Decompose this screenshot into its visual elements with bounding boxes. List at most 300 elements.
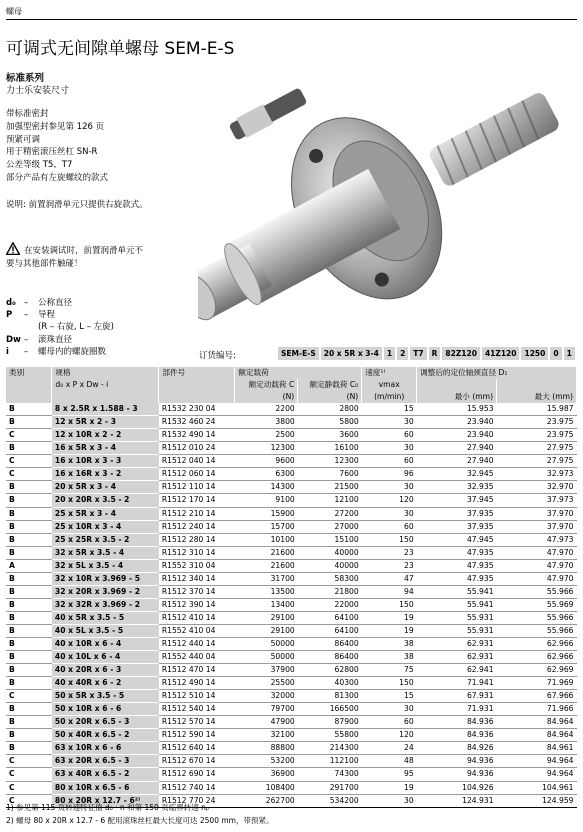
table-row: [6, 585, 577, 598]
table-cell: 47.935: [417, 572, 497, 585]
table-cell: 29100: [235, 611, 298, 624]
table-cell: B: [6, 611, 52, 624]
table-cell: 40000: [298, 546, 362, 559]
table-cell: R1512 770 24: [159, 794, 235, 807]
table-cell: 3800: [235, 416, 298, 429]
table-cell: 15100: [298, 533, 362, 546]
table-cell: 6300: [235, 468, 298, 481]
table-row: [6, 664, 577, 677]
legend-row: P – 导程: [6, 310, 56, 321]
table-cell: 19: [362, 624, 417, 637]
header-speed: 速度¹⁾: [362, 367, 417, 379]
header-part: 部件号: [159, 367, 235, 379]
table-cell: 37.970: [497, 520, 577, 533]
table-cell: 21800: [298, 585, 362, 598]
table-row: [6, 455, 577, 468]
table-cell: 62.931: [417, 651, 497, 664]
table-cell: 8 x 2.5R x 1.588 - 3: [52, 403, 159, 416]
table-cell: B: [6, 598, 52, 611]
table-cell: 30: [362, 442, 417, 455]
table-cell: B: [6, 624, 52, 637]
table-cell: 63 x 40R x 6.5 - 2: [52, 768, 159, 781]
table-cell: C: [6, 429, 52, 442]
table-cell: 40 x 40R x 6 - 2: [52, 677, 159, 690]
table-cell: C: [6, 455, 52, 468]
feature-item: 加强型密封参见第 126 页: [6, 121, 105, 132]
table-cell: 32 x 20R x 3.969 - 2: [52, 585, 159, 598]
table-cell: 37.973: [497, 494, 577, 507]
table-cell: R1512 540 14: [159, 703, 235, 716]
table-cell: B: [6, 520, 52, 533]
header-unit-speed: (m/min): [362, 391, 417, 403]
table-cell: 94.964: [497, 768, 577, 781]
table-cell: 67.966: [497, 690, 577, 703]
table-cell: 30: [362, 507, 417, 520]
table-cell: 62.966: [497, 651, 577, 664]
table-cell: B: [6, 585, 52, 598]
table-cell: 32000: [235, 690, 298, 703]
table-cell: 2800: [298, 403, 362, 416]
table-cell: R1532 460 24: [159, 416, 235, 429]
header-min: 最小 (mm): [417, 391, 497, 403]
table-cell: 32.970: [497, 481, 577, 494]
table-cell: 47900: [235, 716, 298, 729]
table-cell: 62.941: [417, 664, 497, 677]
table-cell: 534200: [298, 794, 362, 807]
table-cell: 21600: [235, 559, 298, 572]
page-title: 可调式无间隙单螺母 SEM-E-S: [6, 39, 235, 59]
table-cell: 53200: [235, 755, 298, 768]
table-cell: 40 x 20R x 6 - 3: [52, 664, 159, 677]
table-cell: 50 x 40R x 6.5 - 2: [52, 729, 159, 742]
table-cell: R1512 010 24: [159, 442, 235, 455]
legend-row: d₀ – 公称直径: [6, 298, 73, 308]
table-cell: 23.975: [497, 416, 577, 429]
table-cell: 55.969: [497, 598, 577, 611]
table-cell: 12100: [298, 494, 362, 507]
table-row: [6, 416, 577, 429]
table-cell: 94: [362, 585, 417, 598]
table-cell: R1512 570 14: [159, 716, 235, 729]
table-cell: R1512 470 14: [159, 664, 235, 677]
table-row: [6, 768, 577, 781]
table-row: [6, 494, 577, 507]
table-cell: B: [6, 716, 52, 729]
table-cell: 9600: [235, 455, 298, 468]
table-row: [6, 637, 577, 650]
table-cell: C: [6, 755, 52, 768]
legend-row: Dw – 滚珠直径: [6, 334, 73, 345]
table-cell: 120: [362, 494, 417, 507]
table-cell: 15.953: [417, 403, 497, 416]
table-cell: 55.966: [497, 624, 577, 637]
table-cell: 23.940: [417, 416, 497, 429]
table-cell: 47.970: [497, 546, 577, 559]
table-cell: 71.966: [497, 703, 577, 716]
table-cell: 19: [362, 611, 417, 624]
table-cell: B: [6, 507, 52, 520]
table-cell: 60: [362, 429, 417, 442]
table-row: [6, 481, 577, 494]
table-cell: 55.931: [417, 611, 497, 624]
table-cell: 94.936: [417, 768, 497, 781]
table-cell: 95: [362, 768, 417, 781]
table-cell: 20 x 20R x 3.5 - 2: [52, 494, 159, 507]
table-cell: 50 x 10R x 6 - 6: [52, 703, 159, 716]
table-cell: 23.940: [417, 429, 497, 442]
table-cell: B: [6, 494, 52, 507]
order-code-strip: [278, 347, 575, 360]
table-cell: 15900: [235, 507, 298, 520]
table-cell: R1512 280 14: [159, 533, 235, 546]
table-cell: 32.935: [417, 481, 497, 494]
order-code: 1: [384, 347, 395, 360]
table-cell: R1532 490 14: [159, 429, 235, 442]
table-cell: R1512 690 14: [159, 768, 235, 781]
table-cell: 32.945: [417, 468, 497, 481]
table-cell: 79700: [235, 703, 298, 716]
order-code: 20 x 5R x 3-4: [321, 347, 382, 360]
table-cell: R1532 230 04: [159, 403, 235, 416]
table-cell: 112100: [298, 755, 362, 768]
table-cell: B: [6, 546, 52, 559]
table-cell: C: [6, 781, 52, 794]
table-cell: 64100: [298, 611, 362, 624]
table-cell: 7600: [298, 468, 362, 481]
table-cell: 37900: [235, 664, 298, 677]
table-cell: B: [6, 729, 52, 742]
table-cell: C: [6, 768, 52, 781]
header-size-formula: d₀ x P x Dw - i: [52, 379, 159, 391]
feature-item: 公差等级 T5、T7: [6, 160, 73, 171]
table-cell: 50000: [235, 637, 298, 650]
table-cell: R1512 210 14: [159, 507, 235, 520]
table-cell: 23: [362, 559, 417, 572]
table-cell: 47.935: [417, 546, 497, 559]
top-rule: [6, 19, 577, 20]
table-cell: 15: [362, 403, 417, 416]
table-cell: 71.931: [417, 703, 497, 716]
table-cell: 27200: [298, 507, 362, 520]
table-cell: 86400: [298, 651, 362, 664]
table-cell: 124.931: [417, 794, 497, 807]
table-cell: B: [6, 637, 52, 650]
table-cell: R1552 440 04: [159, 651, 235, 664]
table-cell: 12300: [298, 455, 362, 468]
table-cell: 40300: [298, 677, 362, 690]
table-cell: 40 x 10L x 6 - 4: [52, 651, 159, 664]
header-tolerance: 调整后的定位轴颈直径 D₁: [417, 367, 577, 379]
table-cell: 2500: [235, 429, 298, 442]
table-cell: 47.935: [417, 559, 497, 572]
table-row: [6, 520, 577, 533]
table-cell: R1512 390 14: [159, 598, 235, 611]
table-row: [6, 716, 577, 729]
series-subtitle: 标准系列: [6, 73, 45, 84]
table-cell: 30: [362, 481, 417, 494]
table-cell: 23.975: [497, 429, 577, 442]
table-cell: 30: [362, 703, 417, 716]
warning-icon: [6, 242, 20, 255]
table-row: [6, 403, 577, 416]
table-cell: C: [6, 468, 52, 481]
table-cell: 13500: [235, 585, 298, 598]
table-row: [6, 468, 577, 481]
table-cell: 81300: [298, 690, 362, 703]
table-cell: B: [6, 742, 52, 755]
table-cell: R1512 440 14: [159, 637, 235, 650]
table-row: [6, 677, 577, 690]
table-cell: 74300: [298, 768, 362, 781]
table-cell: R1512 590 14: [159, 729, 235, 742]
note-text: 说明: 前置润滑单元只提供右旋款式。: [6, 200, 148, 210]
table-cell: 27000: [298, 520, 362, 533]
table-cell: B: [6, 481, 52, 494]
table-cell: 86400: [298, 637, 362, 650]
table-cell: 262700: [235, 794, 298, 807]
table-cell: 60: [362, 455, 417, 468]
table-cell: 24: [362, 742, 417, 755]
table-cell: 2200: [235, 403, 298, 416]
table-cell: 40 x 5L x 3.5 - 5: [52, 624, 159, 637]
table-cell: 9100: [235, 494, 298, 507]
table-cell: 32 x 5R x 3.5 - 4: [52, 546, 159, 559]
table-cell: 23: [362, 546, 417, 559]
table-row: [6, 572, 577, 585]
section-label: 螺母: [6, 7, 22, 16]
table-cell: R1552 310 04: [159, 559, 235, 572]
table-cell: 13400: [235, 598, 298, 611]
table-cell: 55.931: [417, 624, 497, 637]
table-cell: 30: [362, 416, 417, 429]
table-cell: R1512 110 14: [159, 481, 235, 494]
feature-item: 预紧可调: [6, 134, 41, 145]
table-cell: 47.970: [497, 559, 577, 572]
table-cell: 20 x 5R x 3 - 4: [52, 481, 159, 494]
table-cell: B: [6, 664, 52, 677]
table-cell: 27.940: [417, 455, 497, 468]
table-row: [6, 729, 577, 742]
table-cell: B: [6, 572, 52, 585]
table-cell: 37.945: [417, 494, 497, 507]
header-unit-n: (N): [298, 391, 362, 403]
table-cell: 40 x 5R x 3.5 - 5: [52, 611, 159, 624]
table-cell: 87900: [298, 716, 362, 729]
order-code: R: [429, 347, 441, 360]
table-cell: 104.961: [497, 781, 577, 794]
table-cell: B: [6, 442, 52, 455]
table-row: [6, 429, 577, 442]
order-code: SEM-E-S: [278, 347, 319, 360]
table-cell: 75: [362, 664, 417, 677]
table-cell: 62800: [298, 664, 362, 677]
order-code: 41Z120: [482, 347, 520, 360]
table-cell: 32 x 5L x 3.5 - 4: [52, 559, 159, 572]
table-cell: 84.961: [497, 742, 577, 755]
table-cell: 31700: [235, 572, 298, 585]
table-cell: 108400: [235, 781, 298, 794]
table-cell: R1512 490 14: [159, 677, 235, 690]
header-load: 额定载荷: [235, 367, 362, 379]
table-row: [6, 507, 577, 520]
table-cell: B: [6, 533, 52, 546]
table-row: [6, 533, 577, 546]
table-cell: 150: [362, 677, 417, 690]
table-cell: 15700: [235, 520, 298, 533]
table-cell: 47.973: [497, 533, 577, 546]
table-cell: 25 x 5R x 3 - 4: [52, 507, 159, 520]
table-cell: 12300: [235, 442, 298, 455]
table-cell: R1512 740 14: [159, 781, 235, 794]
footnote-2: 2) 螺母 80 x 20R x 12.7 - 6 配用滚珠丝杠最大长度可达 2500 mm，带预紧。: [6, 816, 274, 825]
table-cell: B: [6, 703, 52, 716]
table-cell: 5800: [298, 416, 362, 429]
table-cell: 62.966: [497, 637, 577, 650]
spec-table-body: [6, 403, 577, 807]
warning-line-2: 要与其他部件触碰！: [6, 259, 83, 269]
header-max: 最大 (mm): [497, 391, 577, 403]
table-cell: 60: [362, 716, 417, 729]
table-cell: R1512 310 14: [159, 546, 235, 559]
table-cell: 38: [362, 637, 417, 650]
table-cell: 12 x 5R x 2 - 3: [52, 416, 159, 429]
table-cell: 22000: [298, 598, 362, 611]
table-cell: 150: [362, 533, 417, 546]
header-dynamic-load: 额定动载荷 C: [235, 379, 298, 391]
table-row: [6, 624, 577, 637]
table-cell: 84.964: [497, 729, 577, 742]
table-cell: 94.936: [417, 755, 497, 768]
table-cell: R1512 370 14: [159, 585, 235, 598]
table-cell: B: [6, 403, 52, 416]
table-cell: 40000: [298, 559, 362, 572]
table-cell: 55.966: [497, 611, 577, 624]
feature-item: 部分产品有左旋螺纹的款式: [6, 172, 109, 183]
table-row: [6, 651, 577, 664]
table-cell: R1512 410 14: [159, 611, 235, 624]
table-cell: 124.959: [497, 794, 577, 807]
table-cell: R1512 640 14: [159, 742, 235, 755]
feature-item: 带标准密封: [6, 109, 49, 119]
table-cell: 104.926: [417, 781, 497, 794]
header-unit-n: (N): [235, 391, 298, 403]
table-cell: 21600: [235, 546, 298, 559]
order-code: 1250: [521, 347, 548, 360]
order-code: 0: [550, 347, 561, 360]
table-cell: 25500: [235, 677, 298, 690]
table-cell: 32100: [235, 729, 298, 742]
table-cell: 37.970: [497, 507, 577, 520]
table-cell: 50 x 5R x 3.5 - 5: [52, 690, 159, 703]
table-cell: 64100: [298, 624, 362, 637]
table-row: [6, 442, 577, 455]
table-row: [6, 690, 577, 703]
table-cell: 25 x 10R x 3 - 4: [52, 520, 159, 533]
table-cell: 55.941: [417, 598, 497, 611]
warning-line-1: 在安装调试时，前置润滑单元不: [24, 246, 144, 256]
table-cell: 16100: [298, 442, 362, 455]
table-cell: A: [6, 559, 52, 572]
table-cell: 12 x 10R x 2 - 2: [52, 429, 159, 442]
header-vmax: vmax: [362, 379, 417, 391]
order-code: 82Z120: [442, 347, 480, 360]
table-cell: 63 x 10R x 6 - 6: [52, 742, 159, 755]
table-cell: 32.973: [497, 468, 577, 481]
table-cell: R1512 170 14: [159, 494, 235, 507]
table-cell: 3600: [298, 429, 362, 442]
table-cell: 84.926: [417, 742, 497, 755]
order-code: T7: [410, 347, 426, 360]
table-cell: 63 x 20R x 6.5 - 3: [52, 755, 159, 768]
table-cell: 96: [362, 468, 417, 481]
table-cell: 15: [362, 690, 417, 703]
table-cell: 55800: [298, 729, 362, 742]
table-cell: 16 x 5R x 3 - 4: [52, 442, 159, 455]
table-cell: 291700: [298, 781, 362, 794]
table-cell: R1512 510 14: [159, 690, 235, 703]
table-row: [6, 546, 577, 559]
table-cell: R1512 060 14: [159, 468, 235, 481]
table-cell: 84.964: [497, 716, 577, 729]
table-cell: 21500: [298, 481, 362, 494]
table-cell: 214300: [298, 742, 362, 755]
header-static-load: 额定静载荷 C₀: [298, 379, 362, 391]
table-row: [6, 755, 577, 768]
table-row: [6, 598, 577, 611]
table-cell: 62.931: [417, 637, 497, 650]
table-cell: 150: [362, 598, 417, 611]
table-cell: 47: [362, 572, 417, 585]
table-cell: 166500: [298, 703, 362, 716]
table-cell: R1512 670 14: [159, 755, 235, 768]
table-cell: 19: [362, 781, 417, 794]
table-cell: 10100: [235, 533, 298, 546]
table-cell: R1512 240 14: [159, 520, 235, 533]
order-number-label: 订货编号:: [199, 351, 236, 361]
header-type: 类别: [6, 367, 52, 379]
feature-list: [6, 108, 108, 185]
ball-screw-nut-photo: [198, 66, 577, 346]
table-cell: 62.969: [497, 664, 577, 677]
table-cell: 88800: [235, 742, 298, 755]
symbol-legend: [6, 297, 114, 358]
table-cell: 27.975: [497, 455, 577, 468]
table-cell: 50 x 20R x 6.5 - 3: [52, 716, 159, 729]
table-cell: 55.966: [497, 585, 577, 598]
legend-row: i – 螺母内的螺旋圈数: [6, 346, 107, 357]
table-cell: C: [6, 794, 52, 807]
table-cell: 14300: [235, 481, 298, 494]
order-code: 2: [397, 347, 408, 360]
table-cell: R1512 340 14: [159, 572, 235, 585]
table-cell: 58300: [298, 572, 362, 585]
table-cell: 27.940: [417, 442, 497, 455]
table-cell: 36900: [235, 768, 298, 781]
table-cell: 47.945: [417, 533, 497, 546]
header-size: 规格: [52, 367, 159, 379]
table-cell: 60: [362, 520, 417, 533]
table-cell: 30: [362, 794, 417, 807]
table-cell: 55.941: [417, 585, 497, 598]
table-cell: 32 x 32R x 3.969 - 2: [52, 598, 159, 611]
table-cell: 71.941: [417, 677, 497, 690]
table-cell: R1552 410 04: [159, 624, 235, 637]
table-cell: 71.969: [497, 677, 577, 690]
table-cell: 67.931: [417, 690, 497, 703]
table-row: [6, 611, 577, 624]
table-cell: 47.970: [497, 572, 577, 585]
table-cell: 16 x 10R x 3 - 3: [52, 455, 159, 468]
